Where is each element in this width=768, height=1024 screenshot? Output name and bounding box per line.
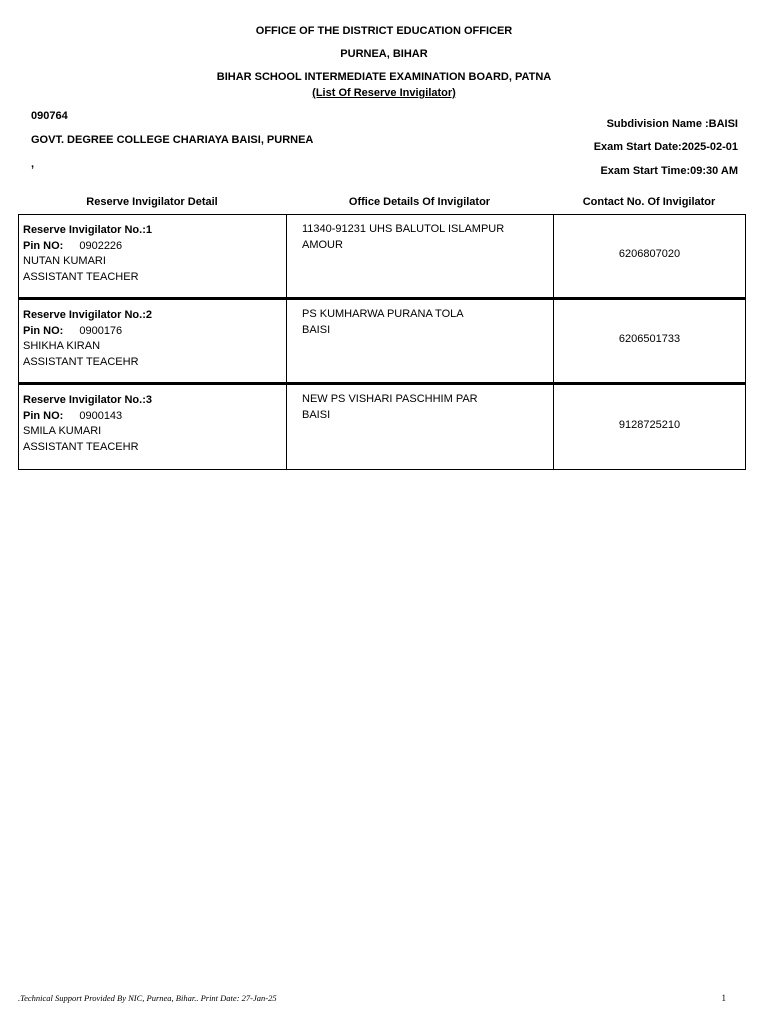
contact-number: 9128725210 (618, 419, 681, 432)
invigilator-designation: ASSISTANT TEACEHR (23, 440, 139, 453)
center-extra: , (31, 158, 35, 170)
pin-label: Pin NO: (23, 409, 64, 422)
table-row (19, 215, 745, 300)
column-header-detail: Reserve Invigilator Detail (86, 196, 218, 208)
invigilator-title: Reserve Invigilator No.:1 (23, 224, 152, 236)
contact-cell (554, 215, 745, 297)
invigilator-designation: ASSISTANT TEACHER (23, 270, 139, 283)
table-row (19, 300, 745, 385)
pin-value: 0902226 (79, 239, 123, 252)
invigilator-detail-cell (19, 300, 287, 382)
office-line1: PS KUMHARWA PURANA TOLA (302, 308, 464, 320)
invigilator-title: Reserve Invigilator No.:2 (23, 309, 152, 321)
office-title: OFFICE OF THE DISTRICT EDUCATION OFFICER (255, 25, 513, 37)
invigilator-detail-cell (19, 215, 287, 297)
subdivision-name: Subdivision Name :BAISI (606, 118, 738, 130)
board-title: BIHAR SCHOOL INTERMEDIATE EXAMINATION BOARD, PATNA (216, 71, 552, 83)
invigilator-table (18, 214, 746, 470)
table-row (19, 385, 745, 469)
column-header-office: Office Details Of Invigilator (348, 196, 491, 208)
pin-label: Pin NO: (23, 324, 64, 337)
office-line2: BAISI (302, 408, 331, 421)
office-detail-cell (287, 300, 554, 382)
office-line2: BAISI (302, 323, 331, 336)
column-header-contact: Contact No. Of Invigilator (582, 196, 716, 208)
invigilator-title: Reserve Invigilator No.:3 (23, 394, 152, 406)
contact-number: 6206807020 (618, 248, 681, 261)
office-detail-cell (287, 385, 554, 469)
center-name: GOVT. DEGREE COLLEGE CHARIAYA BAISI, PURNEA (31, 134, 314, 146)
exam-start-time: Exam Start Time:09:30 AM (600, 165, 738, 177)
pin-value: 0900176 (79, 324, 123, 337)
footer-support-text: .Technical Support Provided By NIC, Purnea, Bihar.. Print Date: 27-Jan-25 (18, 993, 277, 1003)
invigilator-name: SHIKHA KIRAN (23, 340, 101, 352)
invigilator-designation: ASSISTANT TEACEHR (23, 355, 139, 368)
office-location: PURNEA, BIHAR (340, 48, 428, 60)
contact-cell (554, 385, 745, 469)
invigilator-detail-cell (19, 385, 287, 469)
office-line1: NEW PS VISHARI PASCHHIM PAR (302, 393, 478, 405)
contact-cell (554, 300, 745, 382)
contact-number: 6206501733 (618, 333, 681, 346)
page-number: 1 (721, 993, 726, 1003)
office-detail-cell (287, 215, 554, 297)
invigilator-name: NUTAN KUMARI (23, 255, 106, 267)
office-line2: AMOUR (302, 238, 343, 251)
exam-start-date: Exam Start Date:2025-02-01 (593, 141, 738, 153)
list-title: (List Of Reserve Invigilator) (312, 87, 456, 99)
pin-value: 0900143 (79, 409, 123, 422)
office-line1: 11340-91231 UHS BALUTOL ISLAMPUR (302, 223, 505, 235)
invigilator-name: SMILA KUMARI (23, 425, 102, 437)
center-code: 090764 (31, 110, 68, 122)
pin-label: Pin NO: (23, 239, 64, 252)
